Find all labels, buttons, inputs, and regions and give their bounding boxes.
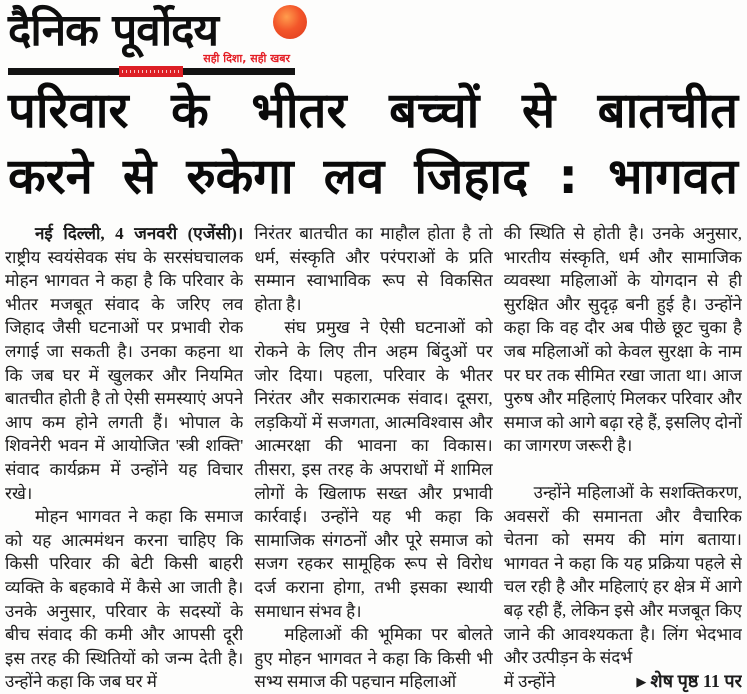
article-paragraph: की स्थिति से होती है। उनके अनुसार, भारतीय संस्कृति, धर्म और सामाजिक व्यवस्था महिलाओं के योगदान से ही सुरक्षित और सुदृढ़ बनी हुई है। उन्होंने कहा कि वह दौर अब पीछे छूट चुका है जब महिलाओं को केवल सुरक्षा के नाम पर घर तक सीमित रखा जाता था। आज पुरुष और महिलाएं मिलकर परिवार और समाज को आगे बढ़ा रहे हैं, इसलिए दोनों का जागरण जरूरी है। [503, 224, 742, 456]
continuation-notice [636, 670, 742, 694]
continuation-arrow-icon: ▶ [636, 673, 647, 689]
masthead-tagline: सही दिशा, सही खबर [203, 52, 290, 65]
column-3 [504, 222, 742, 694]
column-2 [254, 222, 492, 694]
article-paragraph: संघ प्रमुख ने ऐसी घटनाओं को रोकने के लिए तीन अहम बिंदुओं पर जोर दिया। पहला, परिवार के भीतर निरंतर और सकारात्मक संवाद। दूसरा, लड़कियों में सजगता, आत्मविश्वास और आत्मरक्षा की भावना का विकास। तीसरा, इस तरह के अपराधों में शामिल लोगों के खिलाफ सख्त और प्रभावी कार्रवाई। उन्होंने यह भी कहा कि सामाजिक संगठनों और पूरे समाज को सजग रहकर सामूहिक रूप से विरोध दर्ज कराना होगा, तभी इसका स्थायी समाधान संभव है। [254, 318, 493, 621]
article-body [5, 222, 742, 694]
article-paragraph [5, 222, 243, 505]
headline [8, 78, 738, 210]
article-paragraph: महिलाओं की भूमिका पर बोलते हुए मोहन भागवत ने कहा कि किसी भी सभ्य समाज की पहचान महिलाओं [254, 625, 493, 692]
sun-logo-icon [273, 5, 307, 39]
headline-line-1: परिवार के भीतर बच्चों से बातचीत [8, 82, 738, 139]
column-1 [5, 222, 243, 694]
paragraph-text: में उन्होंने [503, 671, 556, 691]
article-last-line [504, 670, 742, 694]
article-paragraph: मोहन भागवत ने कहा कि समाज को यह आत्ममंथन करना चाहिए कि किसी परिवार की बेटी किसी बाहरी व्यक्ति के बहकावे में कैसे आ जाती है। उनके अनुसार, परिवार के सदस्यों के बीच संवाद की कमी और आपसी दूरी इस तरह की स्थितियों को जन्म देती है। उन्होंने कहा कि जब घर में [5, 507, 244, 692]
headline-line-2: करने से रुकेगा लव जिहाद : भागवत [8, 148, 738, 205]
article-paragraph: उन्होंने महिलाओं के सशक्तिकरण, अवसरों की समानता और वैचारिक चेतना को समय की मांग बताया। भागवत ने कहा कि यह प्रक्रिया पहले से चल रही है और महिलाएं हर क्षेत्र में आगे बढ़ रही हैं, लेकिन इसे और मजबूत किए जाने की आवश्यकता है। लिंग भेदभाव और उत्पीड़न के संदर्भ [503, 482, 742, 668]
article-paragraph: निरंतर बातचीत का माहौल होता है तो धर्म, संस्कृति और परंपराओं के प्रति सम्मान स्वाभाविक रूप से विकसित होता है। [254, 224, 493, 314]
masthead [0, 0, 747, 80]
dateline: नई दिल्ली, 4 जनवरी (एजेंसी)। [35, 224, 244, 243]
masthead-red-chip [119, 66, 183, 77]
continuation-label: शेष पृष्ठ 11 पर [650, 670, 742, 691]
newspaper-logo: दैनिक पूर्वोदय [8, 5, 219, 56]
paragraph-text: राष्ट्रीय स्वयंसेवक संघ के सरसंघचालक मोहन भागवत ने कहा है कि परिवार के भीतर मजबूत संवाद के जरिए लव जिहाद जैसी घटनाओं पर प्रभावी रोक लगाई जा सकती है। उनका कहना था कि जब घर में खुलकर और नियमित बातचीत होती है तो ऐसी समस्याएं अपने आप कम होने लगती हैं। भोपाल के शिवनेरी भवन में आयोजित 'स्त्री शक्ति' संवाद कार्यक्रम में उन्होंने यह विचार रखे। [5, 247, 244, 503]
